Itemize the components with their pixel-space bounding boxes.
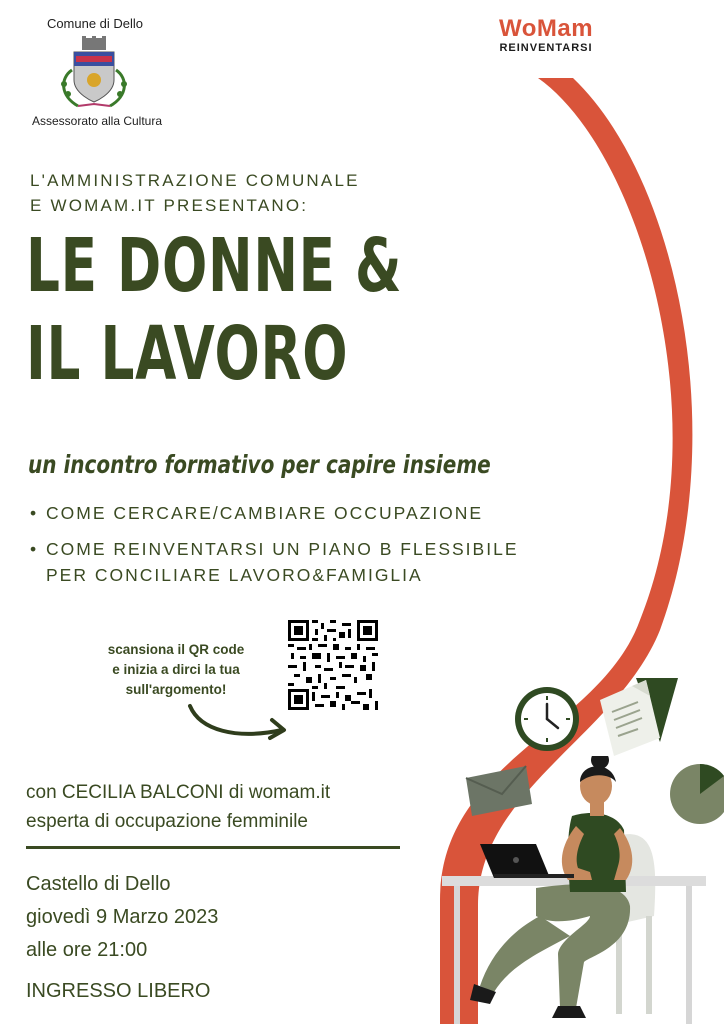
speaker-role: esperta di occupazione femminile [26,811,308,832]
municipality-department: Assessorato alla Cultura [31,114,163,128]
title-line-1: LE DONNE & [26,223,403,309]
entry-note: INGRESSO LIBERO [26,980,211,1002]
poster-subtitle: un incontro formativo per capire insieme [28,450,491,479]
clock-icon [512,684,582,754]
curved-arrow-icon [186,700,292,744]
speaker-info [26,778,330,836]
event-details [26,868,218,967]
speaker-name: con CECILIA BALCONI di womam.it [26,782,331,803]
event-date: giovedì 9 Marzo 2023 [26,906,219,928]
event-place: Castello di Dello [26,873,171,895]
title-line-2: IL LAVORO [26,311,349,397]
topics-list [28,500,519,598]
woman-working-illustration [440,756,724,1024]
qr-instructions: scansiona il QR code e inizia a dirci la tua sull'argomento! [107,642,245,697]
brand-logo [490,16,602,54]
municipality-name: Comune di Dello [46,16,144,31]
brand-name: WoMam [498,15,594,42]
topic-item: • COME CERCARE/CAMBIARE OCCUPAZIONE [28,500,519,526]
qr-code[interactable] [288,620,378,710]
presenter-line-2: E WOMAM.IT PRESENTANO: [30,196,309,215]
divider [26,846,400,849]
poster-title [26,222,402,398]
presenter-text [30,168,360,218]
document-icon [598,672,682,758]
presenter-line-1: L'AMMINISTRAZIONE COMUNALE [30,171,360,190]
event-time: alle ore 21:00 [26,939,148,961]
brand-tagline: REINVENTARSI [499,42,593,54]
coat-of-arms-icon [52,36,136,112]
topic-item: • COME REINVENTARSI UN PIANO B FLESSIBILE PER CONCILIARE LAVORO&FAMIGLIA [28,536,519,588]
